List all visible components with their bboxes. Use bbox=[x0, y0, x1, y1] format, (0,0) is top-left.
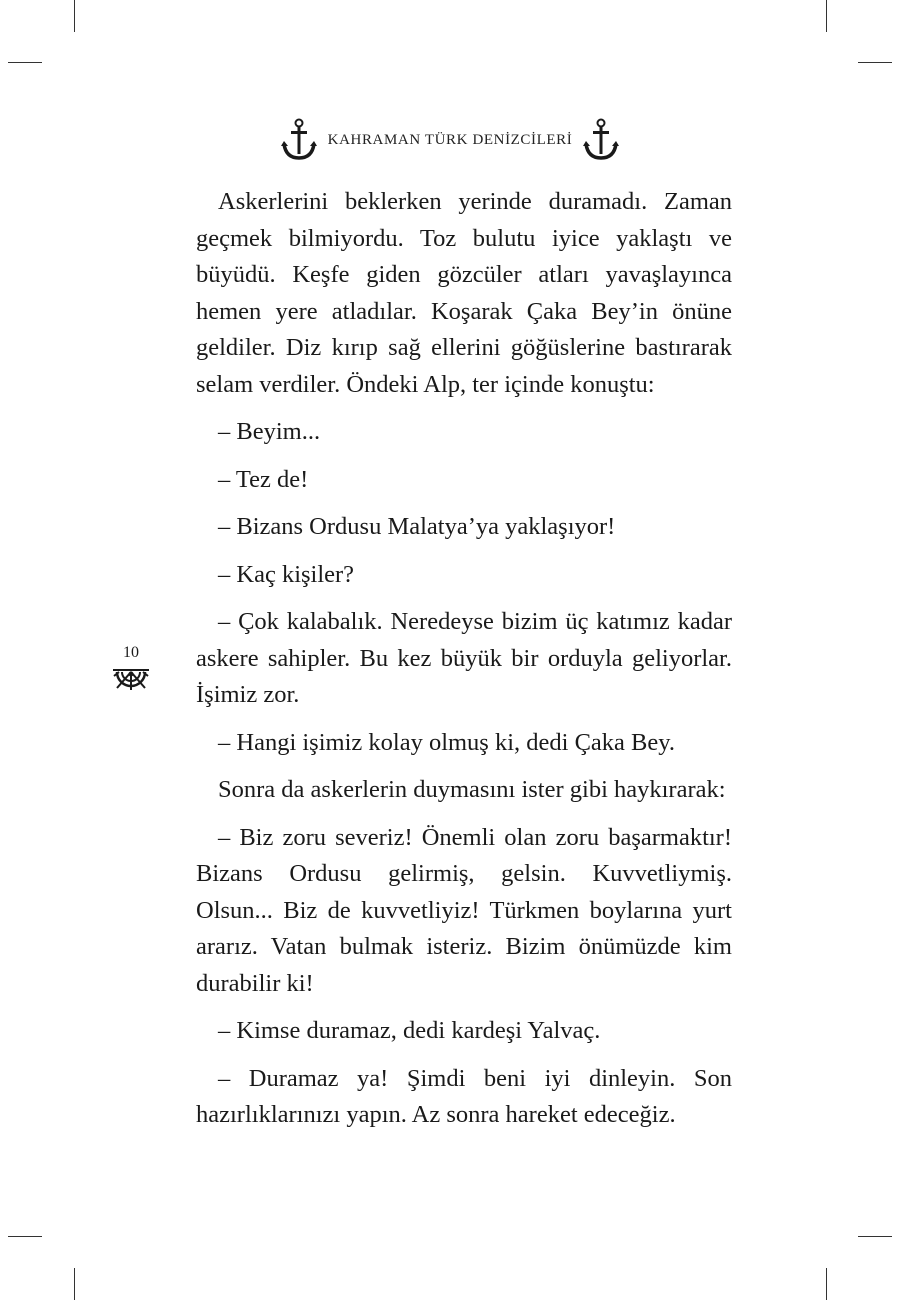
page-number: 10 bbox=[123, 644, 139, 661]
anchor-icon bbox=[280, 118, 318, 162]
paragraph: Sonra da askerlerin duymasını ister gibi haykırarak: bbox=[218, 776, 726, 803]
crop-mark bbox=[8, 1236, 42, 1237]
crop-mark bbox=[74, 1268, 75, 1300]
crop-mark bbox=[858, 1236, 892, 1237]
body-text bbox=[196, 184, 732, 1145]
dialogue-line: – Kimse duramaz, dedi kardeşi Yalvaç. bbox=[218, 1017, 601, 1044]
paragraph: Askerlerini beklerken yerinde duramadı. Zaman geçmek bilmiyordu. Toz bulutu iyice yaklaştı ve büyüdü. Keşfe giden gözcüler atları yavaşlayınca hemen yere atladılar. Koşarak Çaka Bey’in önüne geldiler. Diz kırıp sağ ellerini göğüslerine bastırarak selam verdiler. Öndeki Alp, ter içinde konuştu: bbox=[196, 188, 732, 398]
dialogue-line: – Beyim... bbox=[218, 418, 321, 445]
dialogue-line: – Bizans Ordusu Malatya’ya yaklaşıyor! bbox=[218, 513, 616, 540]
ship-wheel-icon bbox=[111, 662, 151, 692]
anchor-icon bbox=[582, 118, 620, 162]
dialogue-line: – Duramaz ya! Şimdi beni iyi dinleyin. Son hazırlıklarınızı yapın. Az sonra hareket edeceğiz. bbox=[196, 1064, 732, 1128]
crop-mark bbox=[858, 62, 892, 63]
dialogue-line: – Kaç kişiler? bbox=[218, 560, 355, 588]
dialogue-line: – Çok kalabalık. Neredeyse bizim üç katımız kadar askere sahipler. Bu kez büyük bir orduyla geliyorlar. İşimiz zor. bbox=[196, 608, 732, 708]
crop-mark bbox=[8, 62, 42, 63]
crop-mark bbox=[74, 0, 75, 32]
crop-mark bbox=[826, 1268, 827, 1300]
dialogue-line: – Biz zoru severiz! Önemli olan zoru başarmaktır! Bizans Ordusu gelirmiş, gelsin. Kuvvetliymiş. Olsun... Biz de kuvvetliyiz! Türkmen boylarına yurt ararız. Vatan bulmak isteriz. Bizim önümüzde kim durabilir ki! bbox=[196, 823, 732, 997]
header-title: KAHRAMAN TÜRK DENİZCİLERİ bbox=[327, 131, 573, 148]
running-header bbox=[0, 118, 900, 162]
dialogue-line: – Hangi işimiz kolay olmuş ki, dedi Çaka Bey. bbox=[218, 728, 676, 756]
page-number-block bbox=[108, 644, 154, 692]
dialogue-line: – Tez de! bbox=[218, 465, 309, 493]
crop-mark bbox=[826, 0, 827, 32]
